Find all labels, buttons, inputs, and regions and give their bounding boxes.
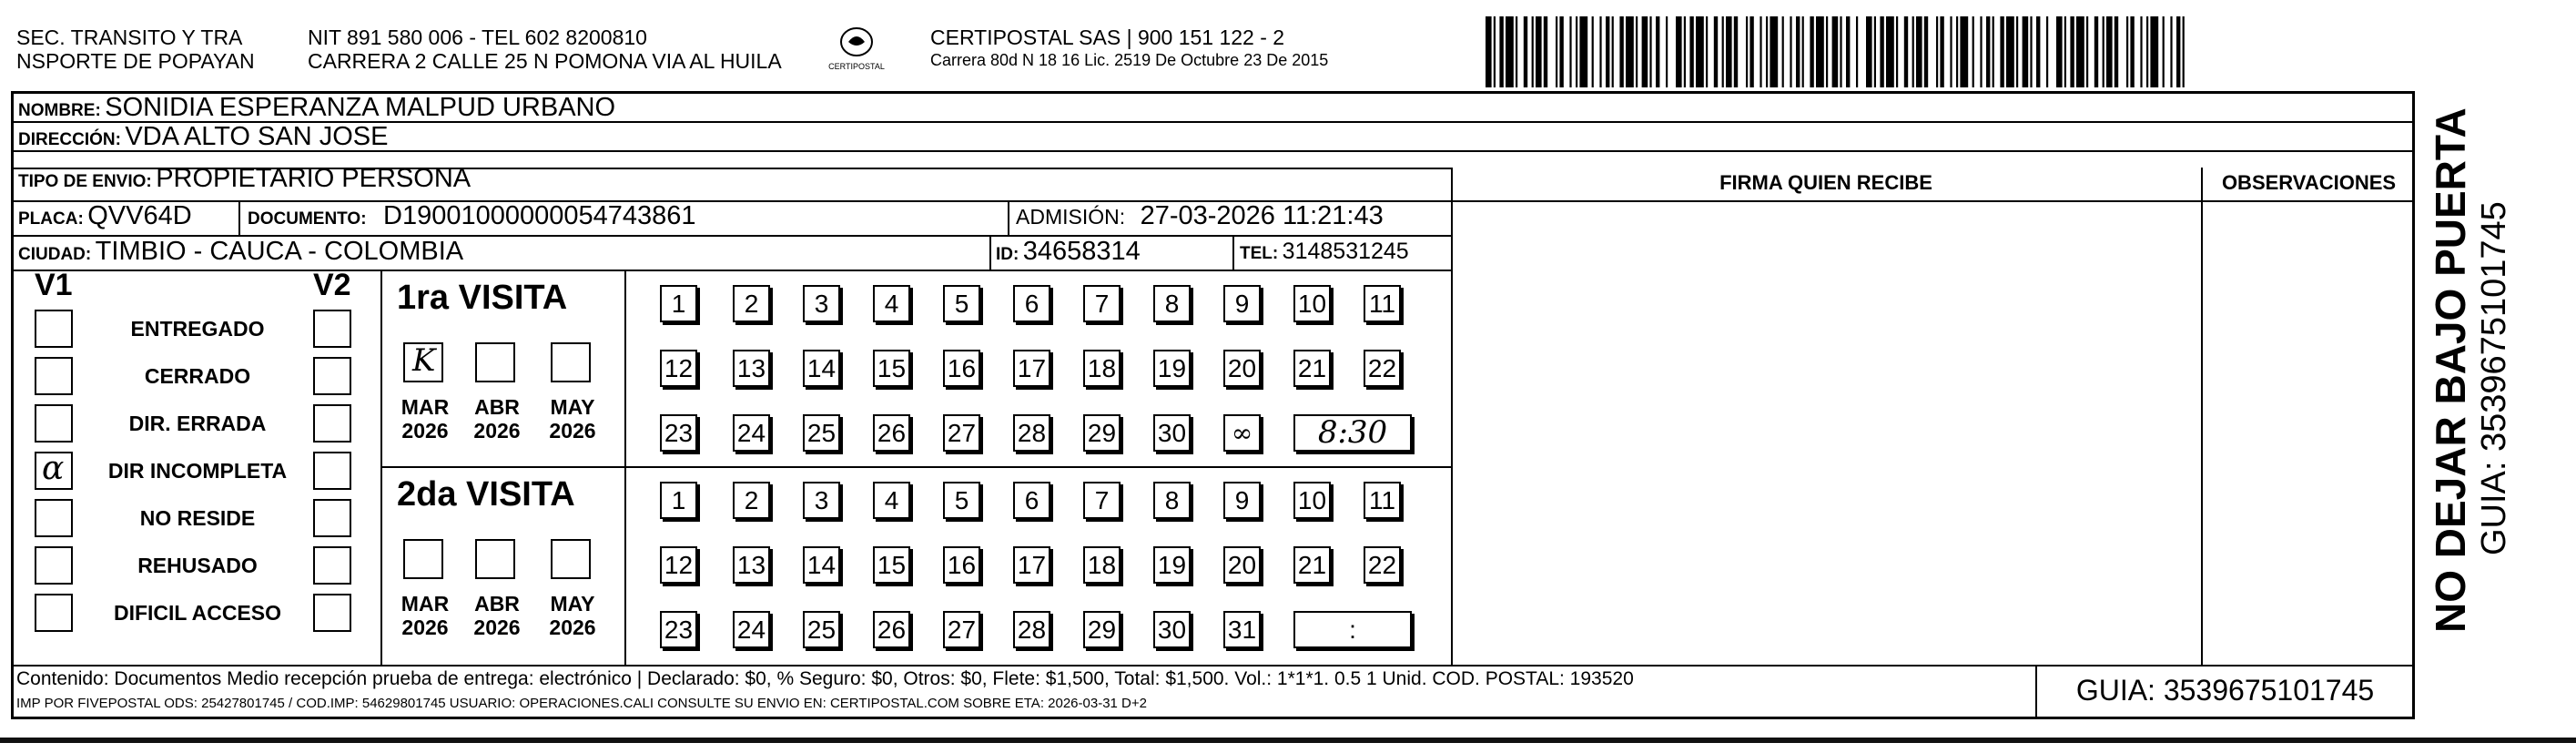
ciudad-value: TIMBIO - CAUCA - COLOMBIA: [95, 237, 464, 266]
direccion-value: VDA ALTO SAN JOSE: [125, 122, 389, 151]
status-label: CERRADO: [144, 364, 251, 388]
barcode-bar: [2183, 16, 2185, 87]
tipo-envio-row: TIPO DE ENVIO: PROPIETARIO PERSONA: [18, 164, 472, 193]
day-box[interactable]: 2: [733, 482, 770, 519]
barcode-bar: [1642, 16, 1648, 87]
id-value: 34658314: [1022, 237, 1141, 266]
day-box[interactable]: 17: [1013, 350, 1050, 387]
barcode-bar: [1532, 16, 1534, 87]
page-edge: [0, 738, 2576, 743]
barcode-bar: [1556, 16, 1557, 87]
v1-header: V1: [35, 268, 73, 302]
admision-value: 27-03-2026 11:21:43: [1140, 201, 1384, 230]
day-box[interactable]: 7: [1083, 285, 1121, 322]
v2-checkbox[interactable]: [313, 546, 351, 585]
day-box[interactable]: 7: [1083, 482, 1121, 519]
day-box[interactable]: 24: [733, 611, 770, 648]
month-checkbox[interactable]: [475, 342, 515, 382]
barcode-bar: [1524, 16, 1527, 87]
barcode-bar: [1866, 16, 1872, 87]
barcode-bar: [1544, 16, 1547, 87]
documento-field: DOCUMENTO: D19001000000054743861: [248, 201, 696, 230]
barcode-bar: [2000, 16, 2003, 87]
day-box[interactable]: 2: [733, 285, 770, 322]
day-box[interactable]: 26: [873, 611, 910, 648]
barcode-bar: [1592, 16, 1594, 87]
day-box[interactable]: 18: [1083, 350, 1121, 387]
barcode-bar: [2046, 16, 2048, 87]
barcode-bar: [1796, 16, 1800, 87]
day-box[interactable]: 6: [1013, 482, 1050, 519]
barcode-bar: [1516, 16, 1517, 87]
day-box[interactable]: 11: [1364, 482, 1401, 519]
status-label: DIR INCOMPLETA: [107, 459, 288, 483]
day-box[interactable]: 25: [803, 414, 840, 452]
barcode-bar: [1790, 16, 1791, 87]
barcode-bar: [1810, 16, 1813, 87]
day-box[interactable]: 21: [1293, 350, 1331, 387]
barcode-bar: [2140, 16, 2142, 87]
barcode-bar: [1986, 16, 1990, 87]
barcode-bar: [1696, 16, 1704, 87]
day-box[interactable]: 30: [1153, 611, 1191, 648]
ciudad-field: CIUDAD: TIMBIO - CAUCA - COLOMBIA: [18, 237, 464, 266]
day-box[interactable]: 30: [1153, 414, 1191, 452]
day-box[interactable]: 23: [660, 611, 697, 648]
certipostal-logo: [821, 22, 892, 76]
barcode-bar: [1656, 16, 1659, 87]
barcode-bar: [1912, 16, 1914, 87]
barcode-bar: [1936, 16, 1938, 87]
day-box[interactable]: 22: [1364, 350, 1401, 387]
day-box[interactable]: 4: [873, 285, 910, 322]
barcode-bar: [1676, 16, 1682, 87]
barcode-bar: [1993, 16, 1994, 87]
tipo-envio-value: PROPIETARIO PERSONA: [156, 164, 472, 193]
day-box[interactable]: 5: [943, 482, 980, 519]
barcode-bar: [2126, 16, 2128, 87]
month-label: MAY 2026: [549, 592, 596, 639]
day-box[interactable]: 24: [733, 414, 770, 452]
v2-checkbox[interactable]: [313, 594, 351, 632]
v1-handwritten-mark: α: [42, 450, 65, 487]
month-label: MAR 2026: [401, 395, 450, 443]
barcode-bar: [1782, 16, 1784, 87]
footer-guia: GUIA: 3539675101745: [2075, 674, 2375, 707]
day-box-31[interactable]: ∞: [1223, 414, 1261, 452]
barcode-bar: [1499, 16, 1503, 87]
status-label: DIR. ERRADA: [128, 412, 267, 435]
barcode-bar: [1886, 16, 1894, 87]
sender-name: SEC. TRANSITO Y TRA NSPORTE DE POPAYAN: [16, 25, 255, 73]
barcode-bar: [1536, 16, 1542, 87]
barcode-bar: [2146, 16, 2148, 87]
day-box[interactable]: 12: [660, 546, 697, 584]
day-box[interactable]: 27: [943, 611, 980, 648]
barcode-bar: [2176, 16, 2180, 87]
day-box[interactable]: 14: [803, 546, 840, 584]
barcode-bar: [1760, 16, 1761, 87]
barcode-bar: [1569, 16, 1571, 87]
day-box[interactable]: 18: [1083, 546, 1121, 584]
month-checkbox[interactable]: [551, 539, 591, 579]
time-box[interactable]: 8:30: [1293, 414, 1412, 452]
v1-checkbox[interactable]: [35, 594, 73, 632]
barcode-bar: [1636, 16, 1638, 87]
footer-print-info: IMP POR FIVEPOSTAL ODS: 25427801745 / COD.IMP: 54629801745 USUARIO: OPERACIONES.CALI CONSULTE SU ENVIO EN: CERTIPOSTAL.COM SOBRE ETA: 2026-03-31 D+2: [16, 696, 1147, 711]
month-label: MAR 2026: [401, 592, 450, 639]
day-box[interactable]: 8: [1153, 482, 1191, 519]
day-box[interactable]: 13: [733, 350, 770, 387]
time-box[interactable]: :: [1293, 611, 1412, 648]
day-box[interactable]: 29: [1083, 611, 1121, 648]
barcode-bar: [1606, 16, 1609, 87]
month-label: ABR 2026: [473, 395, 521, 443]
barcode-bar: [1840, 16, 1841, 87]
day-box[interactable]: 3: [803, 482, 840, 519]
svg-text:CERTIPOSTAL: CERTIPOSTAL: [828, 62, 885, 71]
company-info: CERTIPOSTAL SAS | 900 151 122 - 2 Carrera 80d N 18 16 Lic. 2519 De Octubre 23 De 2015: [930, 25, 1329, 69]
day-box[interactable]: 10: [1293, 285, 1331, 322]
barcode-bar: [1856, 16, 1858, 87]
day-box[interactable]: 3: [803, 285, 840, 322]
day-box[interactable]: 20: [1223, 546, 1261, 584]
barcode-bar: [1666, 16, 1668, 87]
day-box[interactable]: 27: [943, 414, 980, 452]
day-box[interactable]: 19: [1153, 350, 1191, 387]
side-warning: NO DEJAR BAJO PUERTA: [2427, 107, 2474, 633]
day-box[interactable]: 23: [660, 414, 697, 452]
id-field: ID: 34658314: [996, 237, 1141, 266]
day-box[interactable]: 4: [873, 482, 910, 519]
observations-area[interactable]: [2203, 202, 2413, 663]
day-box[interactable]: 16: [943, 350, 980, 387]
barcode-bar: [2006, 16, 2014, 87]
barcode-bar: [1896, 16, 1898, 87]
barcode-bar: [2056, 16, 2063, 87]
barcode-bar: [2106, 16, 2113, 87]
barcode-bar: [2094, 16, 2098, 87]
day-box[interactable]: 28: [1013, 414, 1050, 452]
day-box[interactable]: 9: [1223, 285, 1261, 322]
barcode-bar: [1950, 16, 1952, 87]
placa-value: QVV64D: [87, 201, 192, 230]
barcode-bar: [1940, 16, 1943, 87]
barcode-bar: [1626, 16, 1634, 87]
status-label: NO RESIDE: [139, 506, 256, 530]
v2-checkbox[interactable]: [313, 499, 351, 537]
tel-value: 3148531245: [1282, 239, 1409, 264]
barcode-bar: [1924, 16, 1928, 87]
barcode-bar: [2103, 16, 2104, 87]
day-box[interactable]: 1: [660, 285, 697, 322]
barcode-bar: [1802, 16, 1804, 87]
v1-checkbox[interactable]: [35, 357, 73, 395]
barcode-bar: [1916, 16, 1922, 87]
barcode-bar: [1846, 16, 1850, 87]
barcode-bar: [1714, 16, 1718, 87]
barcode-bar: [2150, 16, 2158, 87]
day-box-31[interactable]: 31: [1223, 611, 1261, 648]
barcode-bar: [2115, 16, 2118, 87]
barcode-bar: [2130, 16, 2134, 87]
direccion-row: DIRECCIÓN: VDA ALTO SAN JOSE: [18, 122, 389, 151]
barcode-bar: [2086, 16, 2088, 87]
day-box[interactable]: 12: [660, 350, 697, 387]
status-label: ENTREGADO: [130, 317, 265, 341]
barcode-bar: [1746, 16, 1748, 87]
day-box[interactable]: 25: [803, 611, 840, 648]
barcode-bar: [2023, 16, 2029, 87]
barcode-bar: [1770, 16, 1778, 87]
barcode-bar: [1619, 16, 1623, 87]
barcode-bar: [2064, 16, 2066, 87]
day-box[interactable]: 6: [1013, 285, 1050, 322]
barcode-bar: [1826, 16, 1828, 87]
day-box[interactable]: 17: [1013, 546, 1050, 584]
tel-field: TEL: 3148531245: [1240, 239, 1409, 264]
day-box[interactable]: 29: [1083, 414, 1121, 452]
barcode: [1486, 16, 2186, 87]
footer-content: Contenido: Documentos Medio recepción prueba de entrega: electrónico | Declarado: $0, % Seguro: $0, Otros: $0, Flete: $1,500, Total: $1,500. Vol.: 1*1*1. 0.5 1 Unid. COD. POSTAL: 193520: [16, 668, 1634, 689]
barcode-bar: [1904, 16, 1908, 87]
day-box[interactable]: 8: [1153, 285, 1191, 322]
observaciones-header: OBSERVACIONES: [2221, 171, 2397, 194]
status-label: DIFICIL ACCESO: [113, 601, 281, 625]
barcode-bar: [1816, 16, 1824, 87]
barcode-bar: [2163, 16, 2165, 87]
day-box[interactable]: 22: [1364, 546, 1401, 584]
v2-checkbox[interactable]: [313, 404, 351, 443]
barcode-bar: [1766, 16, 1768, 87]
status-label: REHUSADO: [137, 554, 258, 577]
barcode-bar: [1486, 16, 1492, 87]
barcode-bar: [2076, 16, 2084, 87]
barcode-bar: [2170, 16, 2172, 87]
day-box[interactable]: 14: [803, 350, 840, 387]
barcode-bar: [1576, 16, 1577, 87]
barcode-bar: [1506, 16, 1514, 87]
sender-address: NIT 891 580 006 - TEL 602 8200810 CARRERA 2 CALLE 25 N POMONA VIA AL HUILA: [308, 25, 782, 73]
month-checkbox[interactable]: [403, 342, 443, 382]
barcode-bar: [1612, 16, 1614, 87]
v2-checkbox[interactable]: [313, 310, 351, 348]
month-label: MAY 2026: [549, 395, 596, 443]
day-box[interactable]: 19: [1153, 546, 1191, 584]
barcode-bar: [1832, 16, 1839, 87]
day-box[interactable]: 13: [733, 546, 770, 584]
day-box[interactable]: 5: [943, 285, 980, 322]
day-box[interactable]: 9: [1223, 482, 1261, 519]
v1-checkbox[interactable]: [35, 546, 73, 585]
visit-title: 1ra VISITA: [397, 279, 568, 317]
signature-area[interactable]: [1453, 202, 2199, 663]
barcode-bar: [1684, 16, 1686, 87]
barcode-bar: [1734, 16, 1738, 87]
month-label: ABR 2026: [473, 592, 521, 639]
barcode-bar: [1874, 16, 1876, 87]
barcode-bar: [1726, 16, 1732, 87]
barcode-bar: [1960, 16, 1968, 87]
barcode-bar: [2030, 16, 2032, 87]
admision-field: ADMISIÓN: 27-03-2026 11:21:43: [1016, 201, 1384, 230]
barcode-bar: [1494, 16, 1496, 87]
barcode-bar: [1689, 16, 1693, 87]
v2-header: V2: [313, 268, 351, 302]
barcode-bar: [2036, 16, 2040, 87]
month-checkbox[interactable]: [403, 539, 443, 579]
day-box[interactable]: 21: [1293, 546, 1331, 584]
day-box[interactable]: 1: [660, 482, 697, 519]
barcode-bar: [1956, 16, 1958, 87]
v1-checkbox[interactable]: [35, 499, 73, 537]
month-checkbox[interactable]: [475, 539, 515, 579]
day-box[interactable]: 15: [873, 350, 910, 387]
barcode-bar: [1579, 16, 1587, 87]
nombre-row: NOMBRE: SONIDIA ESPERANZA MALPUD URBANO: [18, 93, 616, 122]
barcode-bar: [1722, 16, 1724, 87]
barcode-bar: [2016, 16, 2018, 87]
documento-value: D19001000000054743861: [383, 201, 696, 230]
day-box[interactable]: 26: [873, 414, 910, 452]
v2-checkbox[interactable]: [313, 357, 351, 395]
day-box[interactable]: 11: [1364, 285, 1401, 322]
barcode-bar: [1749, 16, 1753, 87]
barcode-bar: [1980, 16, 1982, 87]
barcode-bar: [1880, 16, 1883, 87]
barcode-bar: [1706, 16, 1708, 87]
month-checkbox[interactable]: [551, 342, 591, 382]
day-box[interactable]: 16: [943, 546, 980, 584]
v1-checkbox[interactable]: [35, 404, 73, 443]
nombre-value: SONIDIA ESPERANZA MALPUD URBANO: [105, 93, 616, 122]
v1-checkbox[interactable]: [35, 452, 73, 490]
barcode-bar: [1649, 16, 1651, 87]
day-box[interactable]: 28: [1013, 611, 1050, 648]
v2-checkbox[interactable]: [313, 452, 351, 490]
side-guia: GUIA: 3539675101745: [2475, 201, 2513, 555]
barcode-bar: [1973, 16, 1974, 87]
barcode-bar: [2070, 16, 2074, 87]
month-handwritten-mark: K: [412, 342, 436, 379]
day-box[interactable]: 15: [873, 546, 910, 584]
v1-checkbox[interactable]: [35, 310, 73, 348]
visit-title: 2da VISITA: [397, 475, 575, 514]
day-box[interactable]: 10: [1293, 482, 1331, 519]
barcode-bar: [1599, 16, 1601, 87]
day-box[interactable]: 20: [1223, 350, 1261, 387]
barcode-bar: [1559, 16, 1563, 87]
firma-header: FIRMA QUIEN RECIBE: [1719, 171, 1932, 194]
placa-field: PLACA: QVV64D: [18, 201, 192, 230]
